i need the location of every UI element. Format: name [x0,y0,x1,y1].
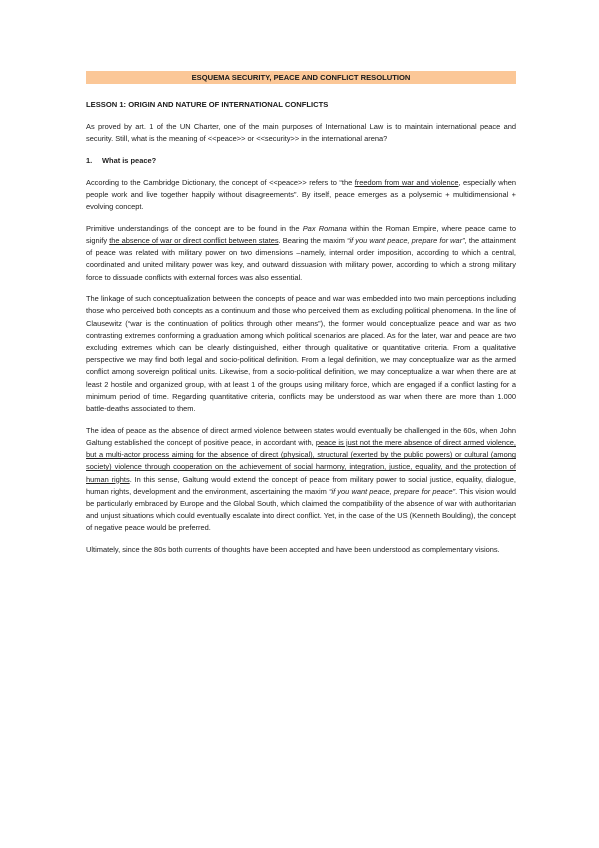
section-title: What is peace? [102,155,157,165]
paragraph-definition [86,177,516,214]
text-run: . In this sense, Galtung would extend the concept of peace from military power to social justice, equality, dialogue, human rights, development and the environment, ascertaining the maxim [86,474,516,496]
text-run: Primitive understandings of the concept are to be found in the [86,223,303,233]
underlined-text: peace is just not the mere absence of direct armed violence, but a multi-actor process aiming for the absence of direct (physical), structural (exerted by the public powers) or cultural (among society) violence through cooperation on the achievement of social harmony, integration, justice, equality, and the protection of human rights [86,437,516,484]
text-run: . Bearing the maxim [278,235,347,245]
lesson-heading: LESSON 1: ORIGIN AND NATURE OF INTERNATIONAL CONFLICTS [86,100,329,109]
text-run: , especially when people work and live together happily without disagreements”. By itself, peace emerges as a polysemic + multidimensional + evolving concept. [86,177,516,212]
section-number: 1. [86,155,93,165]
text-run: The idea of peace as the absence of direct armed violence between states would eventually be challenged in the 60s, when John Galtung established the concept of positive peace, in accordant with, [86,425,516,447]
document-title: ESQUEMA SECURITY, PEACE AND CONFLICT RESOLUTION [86,71,516,84]
paragraph-war-peace-linkage: The linkage of such conceptualization between the concepts of peace and war was embedded into two main perceptions including those who perceived both concepts as a continuum and those who perceived them as excluding political phenomena. In the line of Clausewitz (“war is the continuation of politics through other means”), the former would conceptualize peace and war as two contrasting extremes conforming a graduation among which political scenarios are placed. As for the later, war and peace are two excluding extremes which can be clearly distinguished, either through qualitative or quantitative criteria. From a qualitative perspective we may find both legal and socio-political definition. From a legal definition, we may conceptualize war as the armed conflict among sovereign political units. Likewise, from a socio-political definition, we may conceptualize a war when there are at least 2 hostile and organized group, with at least 1 of the groups using military force, which are engaged if a conflict lasting for a minimum period of time. Regarding quantitative criteria, conflicts may be understood as war when there are more than 1.000 battle-deaths associated to them. [86,294,516,414]
document-body [86,121,516,566]
italic-text: “if you want peace, prepare for peace” [328,486,456,496]
text-run: , the attainment of peace was related with military power on two dimensions –namely, internal order imposition, according to which a central, coordinated and united military power was key, and outward dissuasion with military power, according to which a strong military force to dissuade conflicts with external forces was also essential. [86,235,517,282]
paragraph-conclusion: Ultimately, since the 80s both currents of thoughts have been accepted and have been understood as complementary visions. [86,545,500,555]
italic-text: “if you want peace, prepare for war” [347,235,465,245]
italic-text: Pax Romana [302,223,347,233]
underlined-text: the absence of war or direct conflict between states [109,235,279,245]
intro-paragraph: As proved by art. 1 of the UN Charter, one of the main purposes of International Law is to maintain international peace and security. Still, what is the meaning of <<peace>> or <<security>> in the international arena? [86,122,516,144]
section-heading [86,155,516,167]
paragraph-positive-peace [86,425,516,535]
text-run: According to the Cambridge Dictionary, the concept of <<peace>> refers to “the [86,177,355,187]
text-run: . This vision would be particularly embraced by Europe and the Global South, which claimed the compatibility of the absence of war with authoritarian and unjust situations which could eventually escalate into direct conflict. Yet, in the case of the US (Kenneth Boulding), the concept of negative peace would be preferred. [86,486,516,533]
text-run: within the Roman Empire, where peace came to signify [86,223,516,245]
underlined-text: freedom from war and violence [354,177,459,187]
paragraph-pax-romana [86,223,516,284]
